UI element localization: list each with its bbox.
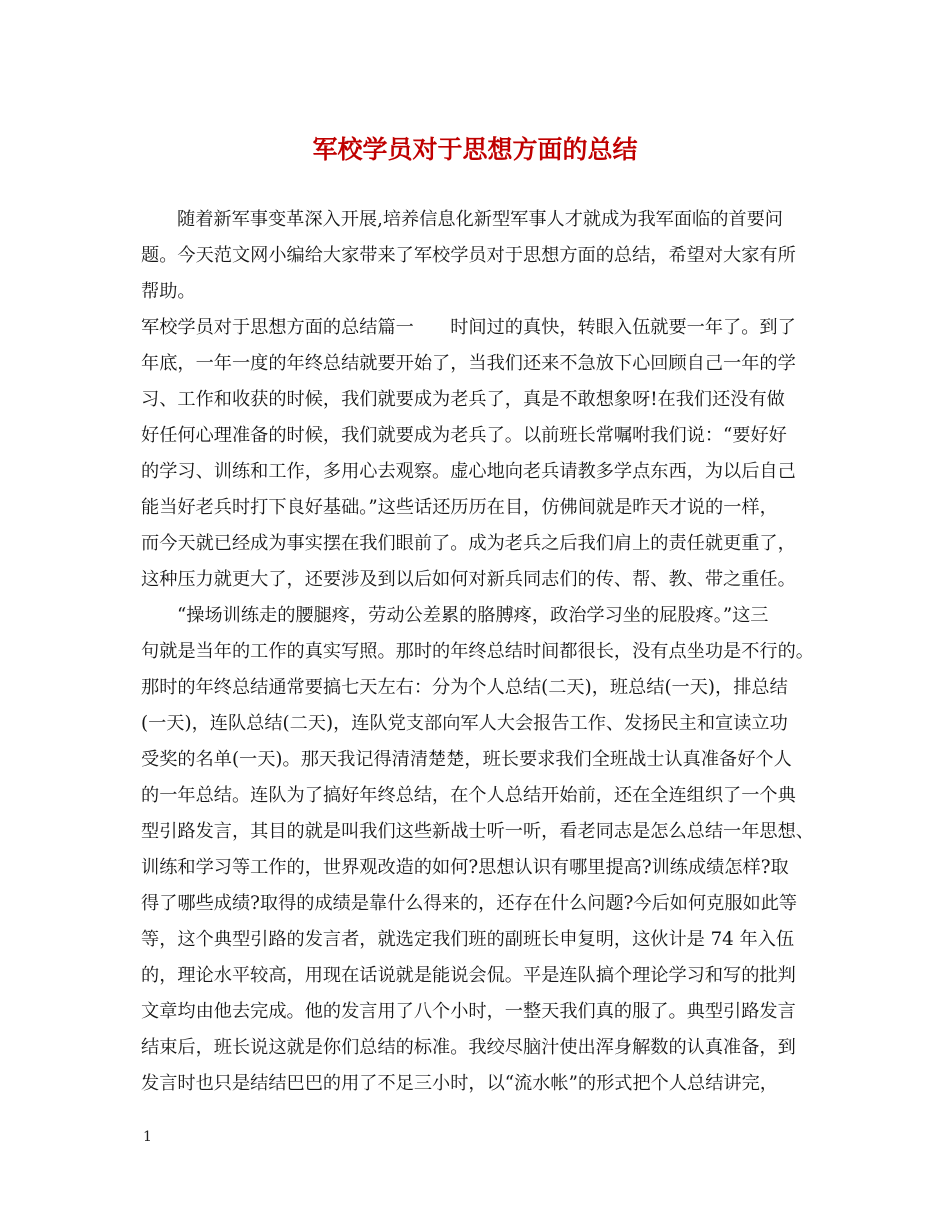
text-line: 的学习、训练和工作，多用心去观察。虚心地向老兵请教多学点东西，为以后自己 bbox=[141, 461, 796, 482]
text-line: 得了哪些成绩?取得的成绩是靠什么得来的，还存在什么问题?今后如何克服如此等 bbox=[141, 893, 798, 914]
text-line: 习、工作和收获的时候，我们就要成为老兵了，真是不敢想象呀!在我们还没有做 bbox=[141, 389, 785, 410]
text-line: 发言时也只是结结巴巴的用了不足三小时，以“流水帐”的形式把个人总结讲完， bbox=[141, 1073, 778, 1094]
text-line: 结束后，班长说这就是你们总结的标准。我绞尽脑汁使出浑身解数的认真准备，到 bbox=[141, 1037, 796, 1058]
text-line: 文章均由他去完成。他的发言用了八个小时，一整天我们真的服了。典型引路发言 bbox=[141, 1001, 796, 1022]
text-line: 的，理论水平较高，用现在话说就是能说会侃。平是连队搞个理论学习和写的批判 bbox=[141, 965, 796, 986]
text-line: 能当好老兵时打下良好基础。”这些话还历历在目，仿佛间就是昨天才说的一样， bbox=[141, 497, 778, 518]
text-line: 随着新军事变革深入开展,培养信息化新型军事人才就成为我军面临的首要问 bbox=[177, 209, 783, 230]
text-line: 的一年总结。连队为了搞好年终总结，在个人总结开始前，还在全连组织了一个典 bbox=[141, 785, 796, 806]
text-line: “操场训练走的腰腿疼，劳动公差累的胳膊疼，政治学习坐的屁股疼。”这三 bbox=[177, 605, 769, 626]
text-line: 那时的年终总结通常要搞七天左右：分为个人总结(二天)，班总结(一天)，排总结 bbox=[141, 677, 788, 698]
document-title: 军校学员对于思想方面的总结 bbox=[312, 135, 638, 164]
text-line: 帮助。 bbox=[141, 281, 196, 302]
text-line: 军校学员对于思想方面的总结篇一 时间过的真快，转眼入伍就要一年了。到了 bbox=[141, 317, 796, 338]
text-line: 句就是当年的工作的真实写照。那时的年终总结时间都很长，没有点坐功是不行的。 bbox=[141, 641, 814, 662]
text-line: (一天)，连队总结(二天)，连队党支部向军人大会报告工作、发扬民主和宣读立功 bbox=[141, 713, 788, 734]
text-line: 年底，一年一度的年终总结就要开始了，当我们还来不急放下心回顾自己一年的学 bbox=[141, 353, 796, 374]
text-line: 好任何心理准备的时候，我们就要成为老兵了。以前班长常嘱咐我们说：“要好好 bbox=[141, 425, 787, 446]
text-line: 等，这个典型引路的发言者，就选定我们班的副班长申复明，这伙计是 74 年入伍 bbox=[141, 929, 795, 950]
text-line: 而今天就已经成为事实摆在我们眼前了。成为老兵之后我们肩上的责任就更重了， bbox=[141, 533, 796, 554]
text-line: 这种压力就更大了，还要涉及到以后如何对新兵同志们的传、帮、教、带之重任。 bbox=[141, 569, 796, 590]
page-number: 1 bbox=[143, 1129, 152, 1145]
text-line: 题。今天范文网小编给大家带来了军校学员对于思想方面的总结，希望对大家有所 bbox=[141, 245, 796, 266]
text-line: 型引路发言，其目的就是叫我们这些新战士听一听，看老同志是怎么总结一年思想、 bbox=[141, 821, 814, 842]
text-line: 受奖的名单(一天)。那天我记得清清楚楚，班长要求我们全班战士认真准备好个人 bbox=[141, 749, 792, 770]
text-line: 训练和学习等工作的，世界观改造的如何?思想认识有哪里提高?训练成绩怎样?取 bbox=[141, 857, 789, 878]
